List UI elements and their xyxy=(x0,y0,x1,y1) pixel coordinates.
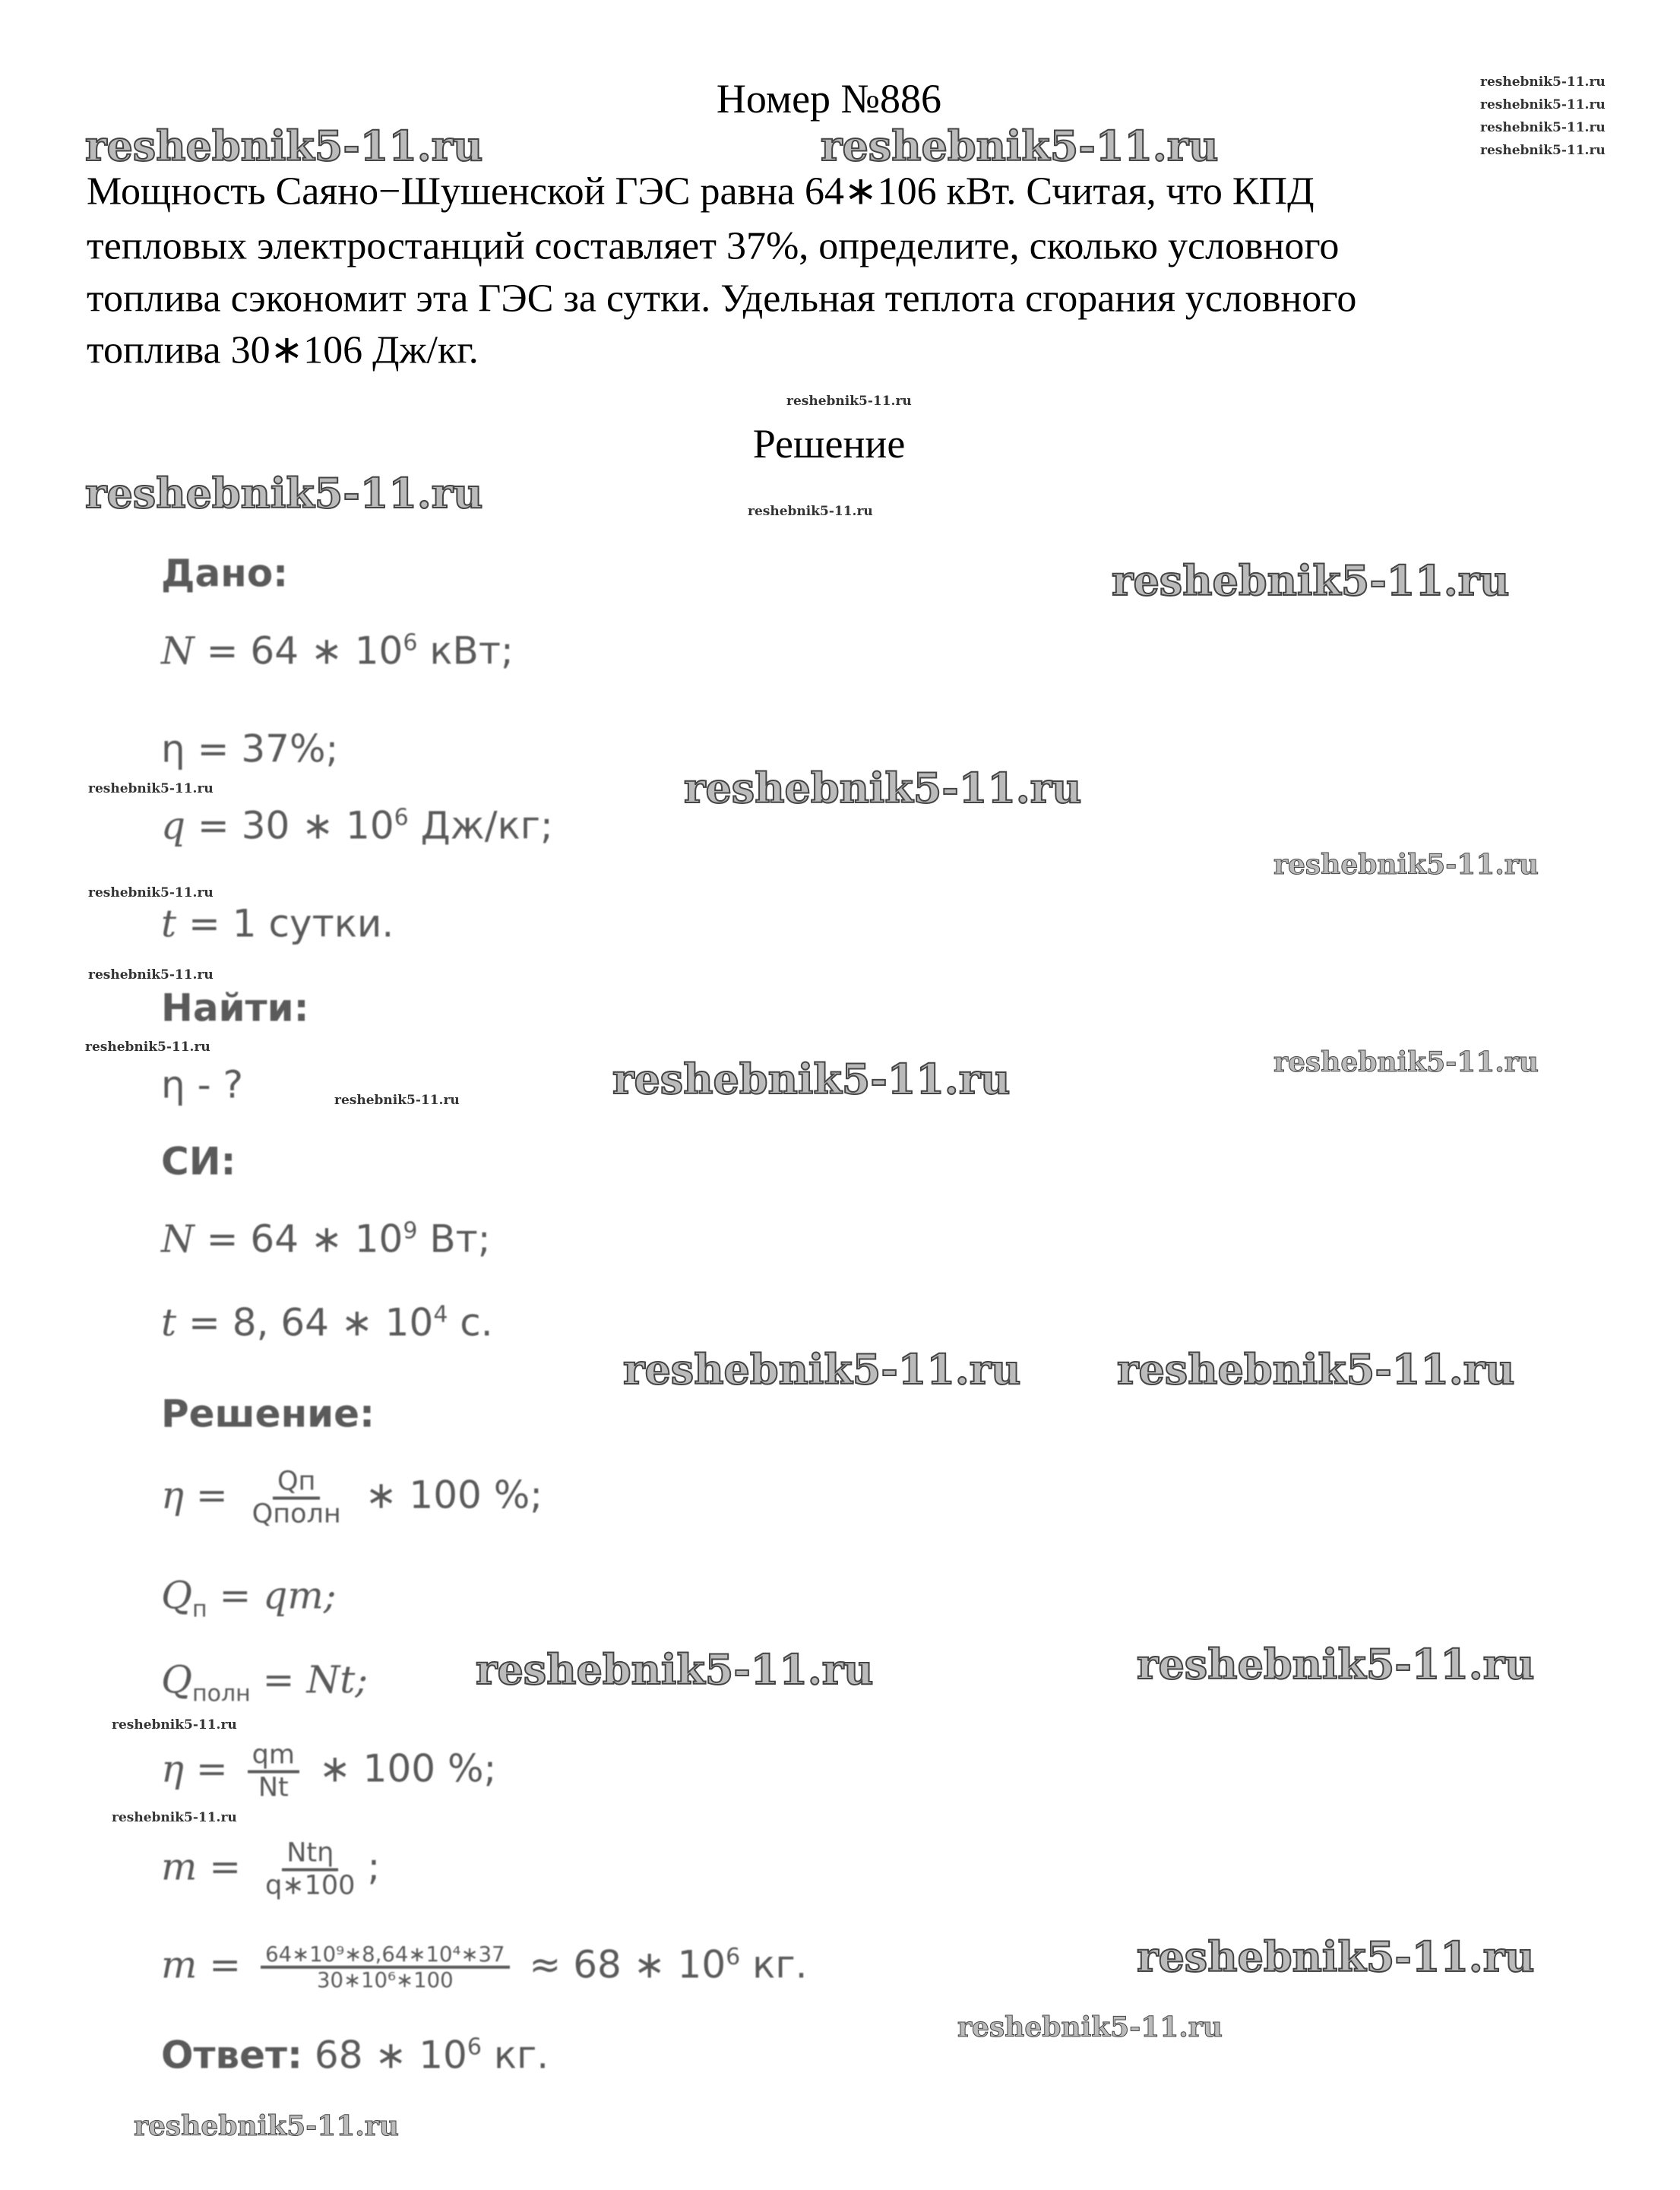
answer-value: 68 ∗ 10 xyxy=(302,2033,467,2078)
given-heat xyxy=(161,804,553,848)
lhs: η = xyxy=(161,1473,240,1517)
answer xyxy=(161,2033,549,2078)
lhs: m = xyxy=(161,1844,254,1889)
numerator: 64∗10⁹∗8,64∗10⁴∗37 xyxy=(261,1943,509,1969)
solve-label: Решение: xyxy=(161,1391,375,1436)
watermark: reshebnik5-11.ru xyxy=(684,764,1082,812)
exponent: 6 xyxy=(467,2033,482,2061)
unit: Вт; xyxy=(417,1217,491,1261)
unit: сутки. xyxy=(268,901,394,946)
given-power xyxy=(161,629,514,673)
si-label: СИ: xyxy=(161,1139,236,1184)
given-efficiency: η = 37%; xyxy=(161,726,339,771)
answer-label: Ответ: xyxy=(161,2033,303,2078)
si-power xyxy=(161,1217,491,1261)
given-label: Дано: xyxy=(161,551,289,596)
var: N xyxy=(161,1217,195,1261)
exponent: 9 xyxy=(403,1217,418,1245)
watermark: reshebnik5-11.ru xyxy=(786,394,912,409)
watermark: reshebnik5-11.ru xyxy=(85,122,483,170)
numerator: qm xyxy=(248,1741,299,1774)
unit: кВт; xyxy=(417,628,514,673)
numerator: Ntη xyxy=(282,1839,338,1872)
lhs: Q xyxy=(161,1657,192,1702)
rest: = Nt; xyxy=(250,1657,369,1702)
exponent: 6 xyxy=(726,1943,741,1970)
watermark: reshebnik5-11.ru xyxy=(88,885,214,900)
equation-mass xyxy=(161,1839,380,1900)
equation-mass-numeric xyxy=(161,1943,807,1992)
denominator: Qполн xyxy=(252,1499,341,1529)
lhs: m = xyxy=(161,1942,254,1987)
denominator: q∗100 xyxy=(265,1870,356,1900)
rest: ∗ 100 %; xyxy=(306,1746,497,1791)
watermark: reshebnik5-11.ru xyxy=(1480,120,1606,135)
var: t xyxy=(161,901,177,946)
problem-line: топлива 30∗106 Дж/кг. xyxy=(87,328,479,372)
watermark: reshebnik5-11.ru xyxy=(85,1040,210,1055)
subscript: полн xyxy=(192,1680,251,1707)
watermark: reshebnik5-11.ru xyxy=(612,1055,1011,1103)
watermark: reshebnik5-11.ru xyxy=(623,1345,1021,1394)
var: N xyxy=(161,628,195,673)
rest: = qm; xyxy=(207,1573,337,1618)
watermark: reshebnik5-11.ru xyxy=(1273,1046,1539,1078)
numerator: Qп xyxy=(273,1467,320,1500)
expr: = 1 xyxy=(176,901,269,946)
watermark: reshebnik5-11.ru xyxy=(1117,1345,1515,1394)
fraction xyxy=(248,1467,346,1529)
watermark: reshebnik5-11.ru xyxy=(1480,143,1606,158)
watermark: reshebnik5-11.ru xyxy=(957,2011,1223,2043)
equation-efficiency-expanded xyxy=(161,1741,496,1802)
problem-line: тепловых электростанций составляет 37%, определите, сколько условного xyxy=(87,224,1340,268)
find-label: Найти: xyxy=(161,986,309,1030)
exponent: 4 xyxy=(433,1301,448,1328)
subscript: п xyxy=(192,1596,207,1623)
watermark: reshebnik5-11.ru xyxy=(88,781,214,796)
unit: кг. xyxy=(740,1942,808,1987)
unit: с. xyxy=(448,1300,493,1345)
unit: Дж/кг; xyxy=(408,803,553,848)
expr: = 64 ∗ 10 xyxy=(194,628,403,673)
fraction xyxy=(261,1839,359,1900)
lhs: Q xyxy=(161,1573,192,1618)
lhs: η = xyxy=(161,1746,240,1791)
denominator: 30∗10⁶∗100 xyxy=(317,1968,454,1992)
equation-efficiency xyxy=(161,1467,543,1529)
rest: ≈ 68 ∗ 10 xyxy=(517,1942,726,1987)
watermark: reshebnik5-11.ru xyxy=(1112,556,1510,605)
watermark: reshebnik5-11.ru xyxy=(1480,74,1606,90)
expr: = 30 ∗ 10 xyxy=(185,803,394,848)
fraction xyxy=(248,1741,299,1802)
page-title: Номер №886 xyxy=(716,76,942,122)
watermark: reshebnik5-11.ru xyxy=(1137,1640,1535,1688)
rest: ∗ 100 %; xyxy=(353,1473,543,1517)
find-value: η - ? xyxy=(161,1062,244,1107)
watermark: reshebnik5-11.ru xyxy=(821,122,1219,170)
watermark: reshebnik5-11.ru xyxy=(476,1645,874,1694)
watermark: reshebnik5-11.ru xyxy=(1273,849,1539,881)
denominator: Nt xyxy=(258,1772,289,1802)
problem-line: Мощность Саяно−Шушенской ГЭС равна 64∗106 кВт. Считая, что КПД xyxy=(87,169,1315,214)
watermark: reshebnik5-11.ru xyxy=(134,2110,399,2142)
watermark: reshebnik5-11.ru xyxy=(1480,97,1606,112)
exponent: 6 xyxy=(403,629,418,657)
exponent: 6 xyxy=(394,804,409,831)
watermark: reshebnik5-11.ru xyxy=(112,1810,237,1825)
watermark: reshebnik5-11.ru xyxy=(88,967,214,983)
si-time xyxy=(161,1301,493,1345)
equation-total-heat xyxy=(161,1657,369,1707)
watermark: reshebnik5-11.ru xyxy=(1137,1932,1535,1981)
solution-heading: Решение xyxy=(752,421,906,467)
rest: ; xyxy=(367,1844,381,1889)
var: q xyxy=(161,803,186,848)
watermark: reshebnik5-11.ru xyxy=(748,504,873,519)
fraction xyxy=(261,1943,509,1992)
given-time xyxy=(161,902,394,946)
watermark: reshebnik5-11.ru xyxy=(85,469,483,517)
watermark: reshebnik5-11.ru xyxy=(112,1717,237,1733)
equation-useful-heat xyxy=(161,1573,337,1623)
unit: кг. xyxy=(481,2033,549,2078)
expr: = 8, 64 ∗ 10 xyxy=(176,1300,434,1345)
watermark: reshebnik5-11.ru xyxy=(334,1093,460,1108)
problem-line: топлива сэкономит эта ГЭС за сутки. Удельная теплота сгорания условного xyxy=(87,277,1357,321)
var: t xyxy=(161,1300,177,1345)
expr: = 64 ∗ 10 xyxy=(194,1217,403,1261)
